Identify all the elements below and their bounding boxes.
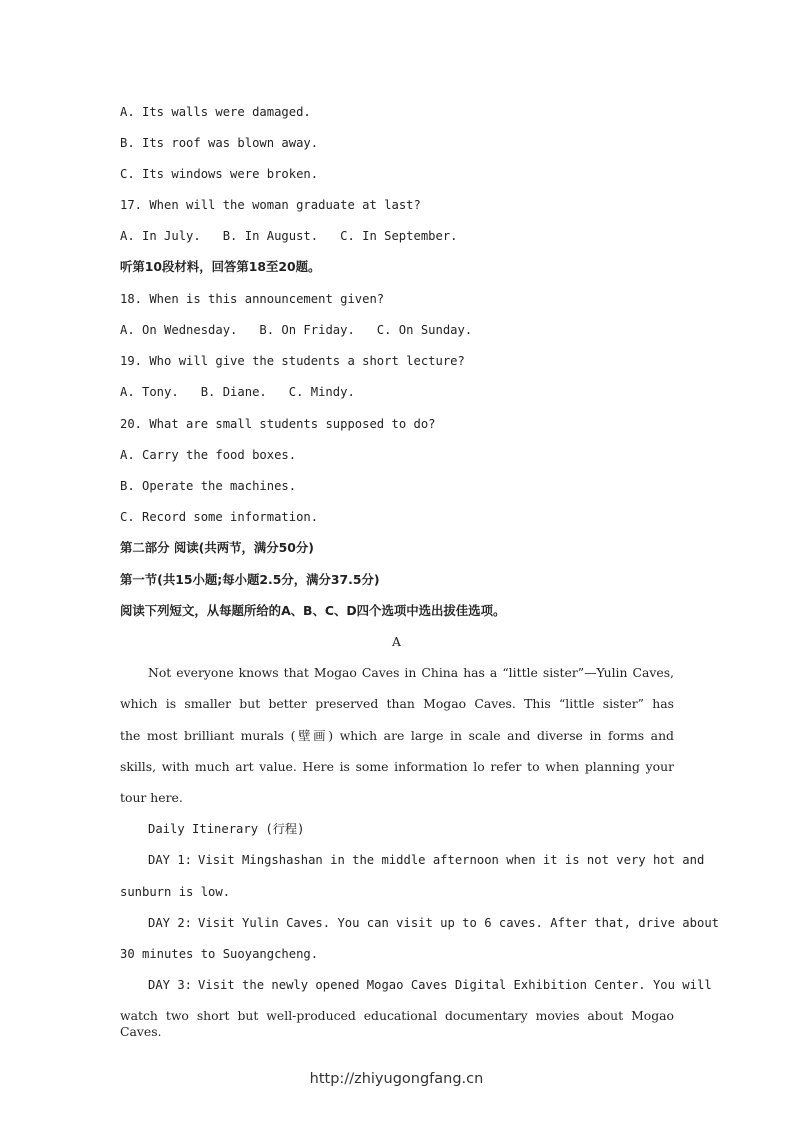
q19-option-c: C. Mindy.	[288, 385, 355, 399]
q17-question: 17. When will the woman graduate at last?	[120, 198, 421, 212]
day1-label: DAY 1:	[148, 853, 193, 867]
day3-label: DAY 3:	[148, 978, 193, 992]
q19-option-b: B. Diane.	[200, 385, 267, 399]
q20-option-a: A. Carry the food boxes.	[120, 448, 297, 462]
part2-heading: 第二部分 阅读(共两节，满分50分)	[120, 540, 314, 555]
q19-question: 19. Who will give the students a short lecture?	[120, 354, 465, 368]
q16-option-b: B. Its roof was blown away.	[120, 136, 319, 150]
day3-line-2: watch two short but well-produced educational documentary movies about Mogao Caves.	[120, 1008, 674, 1039]
day1-line-2: sunburn is low.	[120, 885, 231, 899]
footer-url[interactable]: http://zhiyugongfang.cn	[309, 1071, 484, 1087]
passage-line-3: the most brilliant murals (壁画) which are large in scale and diverse in forms and	[120, 728, 674, 743]
reading-instruction: 阅读下列短文，从每题所给的A、B、C、D四个选项中选出拔佳选项。	[120, 603, 506, 618]
q17-option-a: A. In July.	[120, 229, 201, 243]
itinerary-title: Daily Itinerary (行程)	[148, 822, 305, 836]
day3-text: Visit the newly opened Mogao Caves Digital Exhibition Center. You will	[198, 978, 712, 992]
q17-option-c: C. In September.	[340, 229, 458, 243]
q17-options	[120, 228, 458, 244]
q17-option-b: B. In August.	[222, 229, 319, 243]
day2-text: Visit Yulin Caves. You can visit up to 6 caves. After that, drive about	[198, 916, 719, 930]
q18-options	[120, 322, 472, 338]
passage-line-4: skills, with much art value. Here is some information lo refer to when planning your	[120, 759, 674, 774]
passage-line-1: Not everyone knows that Mogao Caves in China has a “little sister”—Yulin Caves,	[148, 665, 674, 680]
day1-line-1	[148, 852, 705, 868]
q20-option-c: C. Record some information.	[120, 510, 319, 524]
q16-option-c: C. Its windows were broken.	[120, 167, 319, 181]
q18-question: 18. When is this announcement given?	[120, 292, 385, 306]
day1-text: Visit Mingshashan in the middle afternoon when it is not very hot and	[198, 853, 705, 867]
q18-option-a: A. On Wednesday.	[120, 323, 238, 337]
passage-line-5: tour here.	[120, 790, 183, 805]
day2-line-1	[148, 915, 719, 931]
day2-line-2: 30 minutes to Suoyangcheng.	[120, 947, 319, 961]
q19-options	[120, 384, 355, 400]
q18-option-b: B. On Friday.	[259, 323, 355, 337]
q19-option-a: A. Tony.	[120, 385, 179, 399]
section1-heading: 第一节(共15小题;每小题2.5分，满分37.5分)	[120, 572, 380, 587]
passage-line-2: which is smaller but better preserved than Mogao Caves. This “little sister” has	[120, 696, 674, 711]
day3-line-1	[148, 977, 712, 993]
q20-option-b: B. Operate the machines.	[120, 479, 297, 493]
day2-label: DAY 2:	[148, 916, 193, 930]
q20-question: 20. What are small students supposed to do?	[120, 417, 436, 431]
q18-option-c: C. On Sunday.	[376, 323, 473, 337]
q16-option-a: A. Its walls were damaged.	[120, 105, 311, 119]
section10-instruction: 听第10段材料，回答第18至20题。	[120, 259, 321, 274]
passage-label: A	[392, 634, 401, 649]
